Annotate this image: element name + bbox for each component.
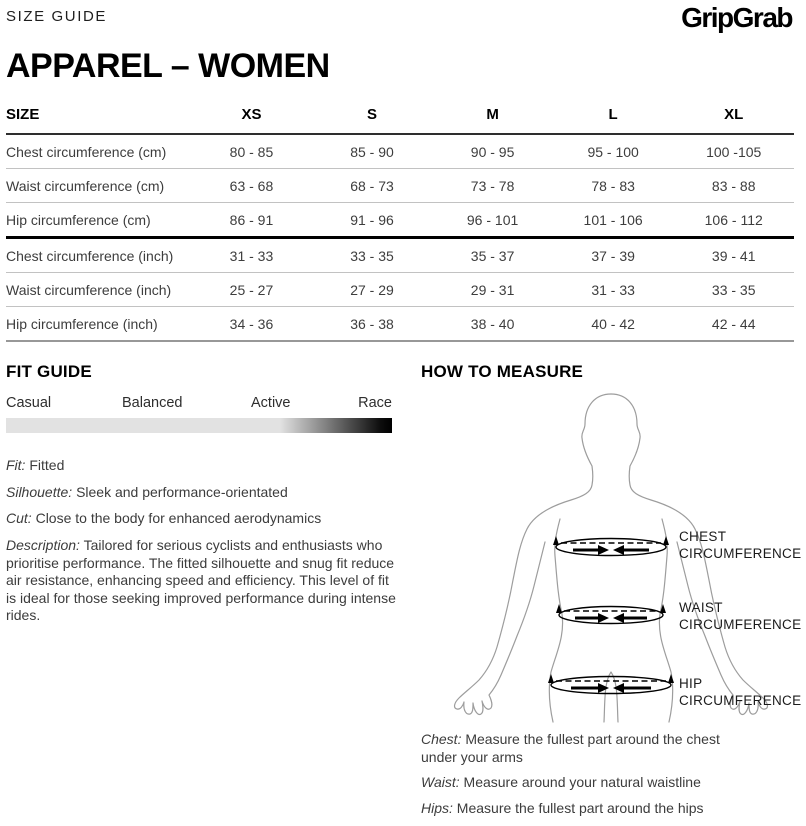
fit-detail-description — [6, 537, 396, 625]
fit-detail-text: Close to the body for enhanced aerodynamics — [35, 510, 322, 527]
size-value-cell: 100 -105 — [673, 134, 794, 169]
size-value-cell: 78 - 83 — [553, 169, 674, 203]
waist-measurement-marker — [556, 604, 666, 624]
page-title: APPAREL – WOMEN — [6, 47, 330, 85]
size-value-cell: 91 - 96 — [312, 203, 433, 238]
size-value-cell: 36 - 38 — [312, 307, 433, 342]
chest-circumference-label: CIRCUMFERENCE — [679, 546, 802, 561]
torso-right-path — [659, 519, 672, 722]
size-value-cell: 31 - 33 — [191, 238, 312, 273]
how-to-measure-section — [396, 362, 806, 826]
column-header-xl: XL — [673, 102, 794, 134]
row-label: Hip circumference (cm) — [6, 203, 191, 238]
size-value-cell: 27 - 29 — [312, 273, 433, 307]
instruction-text: Measure the fullest part around the chest under your arms — [421, 731, 720, 765]
fit-detail-term: Silhouette: — [6, 483, 73, 500]
size-value-cell: 96 - 101 — [432, 203, 553, 238]
row-label: Chest circumference (inch) — [6, 238, 191, 273]
size-value-cell: 86 - 91 — [191, 203, 312, 238]
size-value-cell: 85 - 90 — [312, 134, 433, 169]
size-value-cell: 34 - 36 — [191, 307, 312, 342]
table-row-hip-inch — [6, 307, 794, 342]
fit-details — [6, 457, 396, 625]
row-label: Waist circumference (cm) — [6, 169, 191, 203]
size-value-cell: 35 - 37 — [432, 238, 553, 273]
column-header-xs: XS — [191, 102, 312, 134]
table-row-chest-inch — [6, 238, 794, 273]
size-value-cell: 42 - 44 — [673, 307, 794, 342]
instruction-chest — [421, 731, 753, 766]
fit-detail-term: Description: — [6, 536, 80, 553]
how-to-measure-title: HOW TO MEASURE — [421, 362, 584, 381]
size-value-cell: 63 - 68 — [191, 169, 312, 203]
fit-gradient-bar — [6, 418, 392, 433]
instruction-hips — [421, 800, 753, 818]
table-row-chest-cm — [6, 134, 794, 169]
column-header-s: S — [312, 102, 433, 134]
fit-detail-silhouette — [6, 484, 396, 502]
size-value-cell: 31 - 33 — [553, 273, 674, 307]
size-value-cell: 106 - 112 — [673, 203, 794, 238]
size-value-cell: 33 - 35 — [673, 273, 794, 307]
column-header-m: M — [432, 102, 553, 134]
column-header-l: L — [553, 102, 674, 134]
waist-circumference-label: CIRCUMFERENCE — [679, 617, 802, 632]
scale-label-race: Race — [358, 395, 392, 411]
fit-detail-text: Fitted — [29, 457, 65, 473]
instruction-text: Measure the fullest part around the hips — [456, 799, 704, 816]
table-row-waist-inch — [6, 273, 794, 307]
size-value-cell: 40 - 42 — [553, 307, 674, 342]
hip-circumference-label: HIP — [679, 676, 703, 691]
row-label: Chest circumference (cm) — [6, 134, 191, 169]
size-value-cell: 83 - 88 — [673, 169, 794, 203]
torso-left-path — [549, 519, 562, 722]
hip-measurement-marker — [548, 674, 674, 694]
fit-detail-term: Fit: — [6, 457, 26, 473]
size-value-cell: 25 - 27 — [191, 273, 312, 307]
scale-label-active: Active — [251, 395, 291, 411]
instruction-text: Measure around your natural waistline — [463, 774, 701, 791]
fit-detail-cut — [6, 510, 396, 528]
size-table — [6, 102, 794, 342]
fit-detail-text: Tailored for serious cyclists and enthusiasts who prioritise performance. The fitted silhouette and snug fit reduce air resistance, enhancing speed and efficiency. This level of fit is ideal for those seeking improved performance during intense rides. — [6, 536, 396, 624]
fit-detail-term: Cut: — [6, 510, 32, 527]
chest-circumference-label: CHEST — [679, 529, 727, 544]
table-row-waist-cm — [6, 169, 794, 203]
size-value-cell: 29 - 31 — [432, 273, 553, 307]
size-value-cell: 101 - 106 — [553, 203, 674, 238]
chest-measurement-marker — [553, 536, 669, 556]
size-value-cell: 68 - 73 — [312, 169, 433, 203]
fit-guide-title: FIT GUIDE — [6, 362, 92, 381]
instruction-waist — [421, 774, 753, 792]
size-value-cell: 37 - 39 — [553, 238, 674, 273]
crotch-path — [604, 672, 618, 722]
instruction-term: Waist: — [421, 774, 460, 791]
measurement-figure — [421, 384, 806, 727]
table-row-hip-cm — [6, 203, 794, 238]
scale-label-balanced: Balanced — [122, 395, 183, 411]
body-silhouette-illustration — [421, 384, 806, 722]
size-value-cell: 95 - 100 — [553, 134, 674, 169]
measure-instructions — [421, 731, 753, 818]
instruction-term: Chest: — [421, 731, 462, 747]
scale-label-casual: Casual — [6, 395, 52, 411]
size-value-cell: 38 - 40 — [432, 307, 553, 342]
size-value-cell: 33 - 35 — [312, 238, 433, 273]
gripgrab-logo: GripGrab — [681, 2, 792, 33]
size-table-header-row — [6, 102, 794, 134]
fit-detail-text: Sleek and performance-orientated — [76, 483, 288, 500]
page-eyebrow: SIZE GUIDE — [6, 8, 108, 25]
column-header-size: SIZE — [6, 102, 191, 134]
fit-guide-section — [6, 362, 396, 826]
size-value-cell: 73 - 78 — [432, 169, 553, 203]
hip-circumference-label: CIRCUMFERENCE — [679, 693, 802, 708]
fit-detail-fit — [6, 457, 396, 475]
row-label: Hip circumference (inch) — [6, 307, 191, 342]
size-value-cell: 90 - 95 — [432, 134, 553, 169]
row-label: Waist circumference (inch) — [6, 273, 191, 307]
size-value-cell: 39 - 41 — [673, 238, 794, 273]
size-value-cell: 80 - 85 — [191, 134, 312, 169]
fit-scale-labels — [6, 395, 392, 413]
waist-circumference-label: WAIST — [679, 600, 723, 615]
instruction-term: Hips: — [421, 799, 453, 816]
